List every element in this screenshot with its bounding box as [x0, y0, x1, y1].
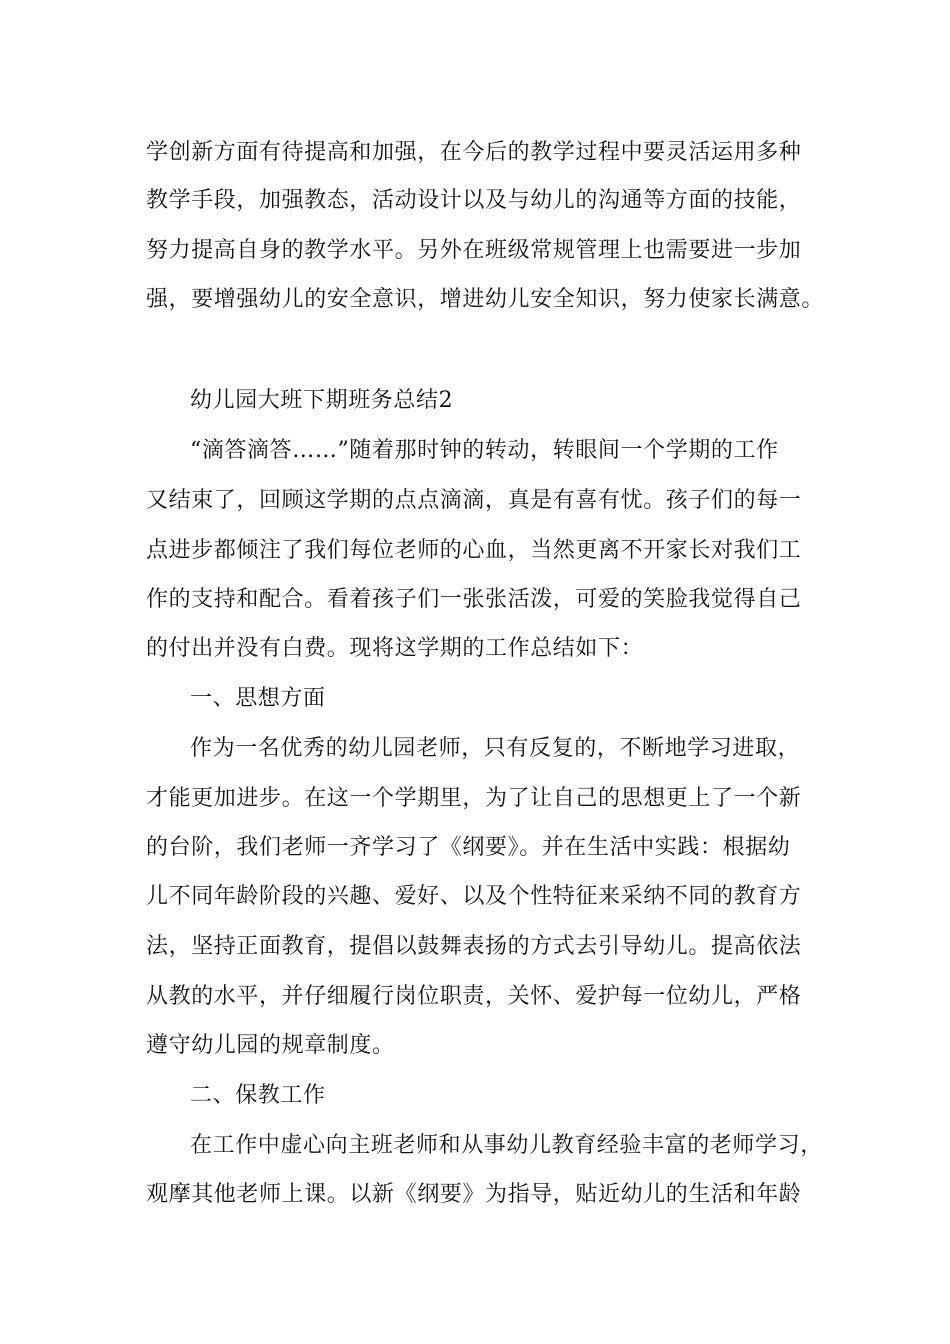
paragraph-line: 教学手段，加强教态，活动设计以及与幼儿的沟通等方面的技能，	[146, 188, 802, 213]
paragraph-line: 强，要增强幼儿的安全意识，增进幼儿安全知识，努力使家长满意。	[146, 287, 825, 312]
paragraph-line: 儿不同年龄阶段的兴趣、爱好、以及个性特征来采纳不同的教育方	[146, 884, 802, 909]
paragraph-line: 的付出并没有白费。现将这学期的工作总结如下：	[146, 636, 644, 661]
paragraph-line: “滴答滴答……”随着那时钟的转动，转眼间一个学期的工作	[190, 438, 779, 463]
paragraph-line: 才能更加进步。在这一个学期里，为了让自己的思想更上了一个新	[146, 786, 802, 811]
paragraph-line: 作为一名优秀的幼儿园老师，只有反复的，不断地学习进取，	[190, 736, 801, 761]
paragraph-line: 在工作中虚心向主班老师和从事幼儿教育经验丰富的老师学习，	[190, 1133, 823, 1158]
section-heading: 二、保教工作	[190, 1083, 326, 1108]
paragraph-line: 遵守幼儿园的规章制度。	[146, 1033, 395, 1058]
paragraph-line: 从教的水平，并仔细履行岗位职责，关怀、爱护每一位幼儿，严格	[146, 984, 802, 1009]
paragraph-line: 作的支持和配合。看着孩子们一张张活泼，可爱的笑脸我觉得自己	[146, 587, 802, 612]
paragraph-line: 又结束了，回顾这学期的点点滴滴，真是有喜有忧。孩子们的每一	[146, 488, 802, 513]
paragraph-line: 的台阶，我们老师一齐学习了《纲要》。并在生活中实践：根据幼	[146, 835, 791, 860]
paragraph-line: 点进步都倾注了我们每位老师的心血，当然更离不开家长对我们工	[146, 538, 802, 563]
paragraph-line: 努力提高自身的教学水平。另外在班级常规管理上也需要进一步加	[146, 238, 802, 263]
paragraph-line: 学创新方面有待提高和加强，在今后的教学过程中要灵活运用多种	[146, 140, 802, 165]
section-heading: 一、思想方面	[190, 686, 326, 711]
paragraph-line: 观摩其他老师上课。以新《纲要》为指导，贴近幼儿的生活和年龄	[146, 1182, 802, 1207]
paragraph-line: 法，坚持正面教育，提倡以鼓舞表扬的方式去引导幼儿。提高依法	[146, 934, 802, 959]
section-title: 幼儿园大班下期班务总结2	[190, 388, 454, 413]
